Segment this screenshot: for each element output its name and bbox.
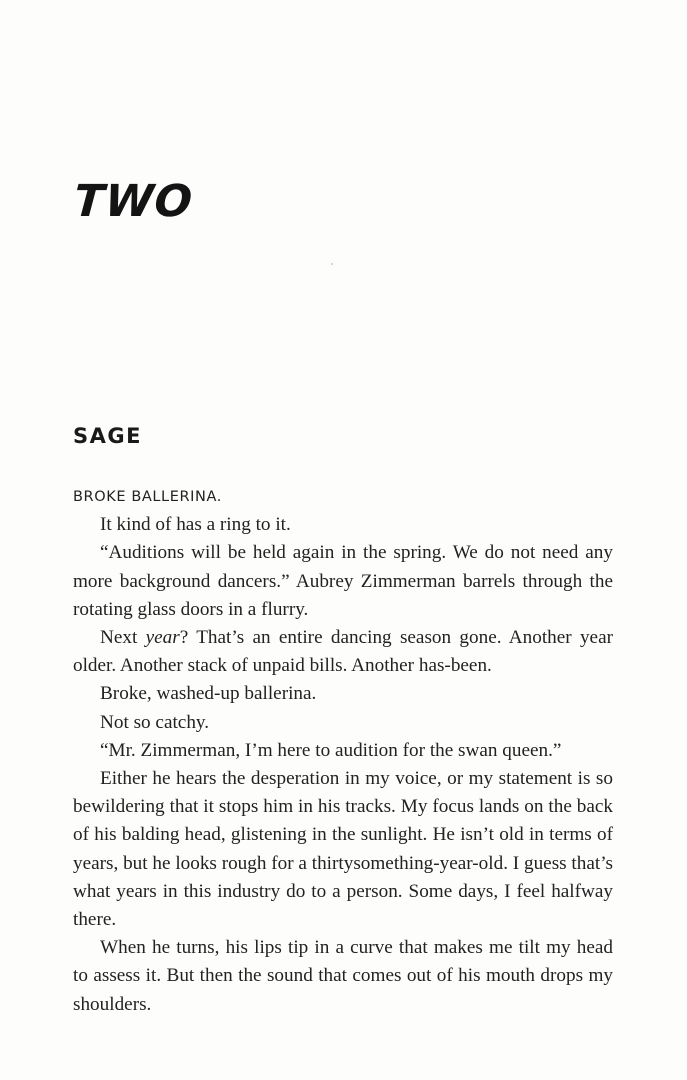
paragraph: It kind of has a ring to it. xyxy=(100,514,291,536)
paragraph-text: Next xyxy=(100,627,146,649)
paragraph: “Mr. Zimmerman, I’m here to audition for the swan queen.” xyxy=(100,739,562,761)
emphasis-text: year xyxy=(145,627,180,649)
opening-line: BROKE BALLERINA. xyxy=(73,489,222,505)
paper-speck xyxy=(331,263,333,265)
paragraph-text: ? That’s an entire dancing season gone. Another year older. Another stack of unpaid bills. Another has-been. xyxy=(73,627,613,677)
paragraph: Broke, washed-up ballerina. xyxy=(100,683,317,705)
paragraph: Either he hears the desperation in my voice, or my statement is so bewildering that it stops him in his tracks. My focus lands on the back of his balding head, glistening in the sunlight. He isn’t old in terms of years, but he looks rough for a thirtysomething-year-old. I guess that’s what years in this industry do to a person. Some days, I feel halfway there. xyxy=(73,768,613,931)
section-heading: SAGE xyxy=(73,424,142,448)
paragraph: Not so catchy. xyxy=(100,711,210,733)
paragraph: When he turns, his lips tip in a curve that makes me tilt my head to assess it. But then the sound that comes out of his mouth drops my shoulders. xyxy=(73,937,613,1015)
paragraph: “Auditions will be held again in the spring. We do not need any more background dancers.” Aubrey Zimmerman barrels through the rotating glass doors in a flurry. xyxy=(73,542,613,620)
paragraph xyxy=(73,624,613,680)
chapter-title: TWO xyxy=(72,176,195,227)
body-text xyxy=(73,483,613,1019)
